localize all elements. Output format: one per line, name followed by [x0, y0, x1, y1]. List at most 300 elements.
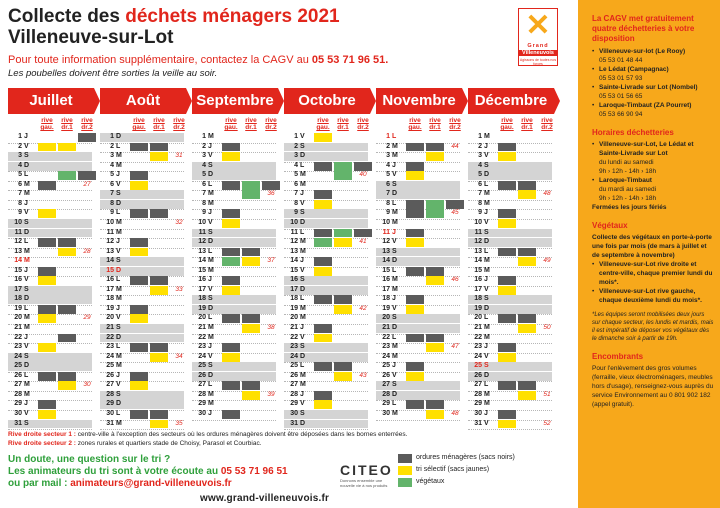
- day-letter: J: [24, 333, 28, 341]
- day-number: 6: [110, 180, 114, 188]
- day-number: 19: [290, 304, 298, 312]
- day-letter: J: [116, 304, 120, 312]
- day-row: [376, 400, 400, 409]
- dech-item: [592, 101, 714, 110]
- day-letter: V: [116, 180, 121, 188]
- week-number: 46: [451, 276, 459, 284]
- sector1-label: Rive droite secteur 1 :: [8, 431, 76, 438]
- day-row: [468, 190, 492, 199]
- week-number: 41: [359, 238, 367, 246]
- day-number: 10: [382, 218, 390, 226]
- day-letter: L: [392, 266, 397, 274]
- tri-block: [38, 143, 56, 152]
- day-row: [8, 190, 32, 199]
- tri-block: [222, 286, 240, 295]
- day-letter: M: [208, 257, 214, 265]
- day-row: [284, 334, 308, 343]
- day-row: [100, 353, 124, 362]
- day-letter: J: [24, 266, 28, 274]
- day-letter: M: [300, 171, 306, 179]
- day-number: 3: [202, 152, 206, 160]
- day-row: [192, 381, 216, 390]
- day-letter: S: [484, 228, 489, 236]
- day-row: [468, 353, 492, 362]
- day-row: [192, 200, 216, 209]
- tri-block: [334, 238, 352, 247]
- day-letter: V: [484, 152, 489, 160]
- day-number: 12: [474, 238, 482, 246]
- title-text: Collecte des: [8, 6, 126, 27]
- ordures-block: [222, 276, 240, 285]
- tri-block: [518, 324, 536, 333]
- day-row: [8, 324, 32, 333]
- day-row: [376, 362, 400, 371]
- day-number: 23: [14, 343, 22, 351]
- day-number: 13: [198, 247, 206, 255]
- day-letter: L: [116, 276, 121, 284]
- day-row: [192, 400, 216, 409]
- tri-block: [58, 248, 76, 257]
- day-row: [8, 209, 32, 218]
- day-row: [376, 343, 400, 352]
- day-letter: D: [484, 371, 490, 379]
- hours2-days: du mardi au samedi: [599, 186, 657, 193]
- day-number: 28: [14, 390, 22, 398]
- day-row: [100, 257, 124, 266]
- ordures-block: [78, 133, 96, 142]
- doubt-line2: Les animateurs du tri sont à votre écoute au: [8, 466, 221, 477]
- day-row: [284, 209, 308, 218]
- day-number: 31: [290, 419, 298, 427]
- day-number: 8: [110, 199, 114, 207]
- day-row: [284, 219, 308, 228]
- day-number: 29: [14, 400, 22, 408]
- week-number: 48: [451, 409, 459, 417]
- row-divider: [8, 429, 92, 430]
- day-number: 1: [386, 133, 390, 140]
- week-number: 47: [451, 343, 459, 351]
- tri-block: [130, 181, 148, 190]
- day-letter: L: [392, 199, 397, 207]
- day-row: [192, 295, 216, 304]
- ordures-block: [406, 143, 424, 152]
- tri-block: [334, 305, 352, 314]
- column-header: rive dr.1: [429, 117, 441, 131]
- day-number: 22: [474, 333, 482, 341]
- ordures-block: [58, 238, 76, 247]
- dech-phone: 05 53 66 90 94: [599, 111, 643, 118]
- vegetaux-block: [334, 171, 352, 180]
- day-number: 26: [382, 371, 390, 379]
- day-number: 22: [14, 333, 22, 341]
- day-row: [468, 362, 492, 371]
- day-row: [284, 286, 308, 295]
- day-letter: M: [116, 352, 122, 360]
- veg-intro: [592, 233, 714, 260]
- ordures-block: [314, 362, 332, 371]
- doubt-phone[interactable]: 05 53 71 96 51: [220, 466, 288, 477]
- day-number: 29: [106, 400, 114, 408]
- city-title: Villeneuve-sur-Lot: [8, 27, 174, 48]
- day-number: 4: [18, 161, 22, 169]
- day-number: 5: [478, 171, 482, 179]
- day-number: 10: [198, 218, 206, 226]
- day-row: [376, 238, 400, 247]
- day-number: 23: [106, 343, 114, 351]
- sector2-note: [8, 440, 262, 447]
- day-number: 26: [474, 371, 482, 379]
- day-letter: M: [300, 238, 306, 246]
- day-row: [100, 219, 124, 228]
- logo-name: Grand: [527, 43, 549, 49]
- day-row: [376, 410, 400, 419]
- day-row: [376, 143, 400, 152]
- day-number: 15: [474, 266, 482, 274]
- day-row: [8, 343, 32, 352]
- week-number: 37: [267, 257, 275, 265]
- day-row: [284, 143, 308, 152]
- day-number: 10: [474, 218, 482, 226]
- row-divider: [192, 420, 276, 421]
- day-number: 27: [290, 381, 298, 389]
- tri-block: [38, 343, 56, 352]
- day-letter: J: [484, 209, 488, 217]
- day-number: 13: [14, 247, 22, 255]
- ordures-block: [406, 267, 424, 276]
- tri-block: [406, 372, 424, 381]
- day-number: 28: [198, 390, 206, 398]
- day-number: 24: [106, 352, 114, 360]
- day-number: 5: [110, 171, 114, 179]
- day-letter: D: [116, 400, 122, 408]
- tri-block: [426, 343, 444, 352]
- day-row: [100, 343, 124, 352]
- ordures-block: [426, 334, 444, 343]
- ordures-block: [150, 343, 168, 352]
- day-row: [192, 133, 216, 142]
- ordures-block: [222, 381, 240, 390]
- day-row: [376, 324, 400, 333]
- vegetaux-block: [242, 181, 260, 190]
- day-number: 26: [198, 371, 206, 379]
- ordures-block: [38, 400, 56, 409]
- ordures-block: [446, 200, 464, 209]
- day-letter: D: [208, 238, 214, 246]
- day-row: [100, 391, 124, 400]
- day-number: 29: [474, 400, 482, 408]
- day-letter: J: [392, 228, 396, 236]
- month-header-novembre: Novembre: [376, 88, 462, 114]
- vegetaux-block: [58, 171, 76, 180]
- day-letter: V: [208, 285, 213, 293]
- day-letter: L: [392, 133, 397, 140]
- ordures-block: [406, 162, 424, 171]
- day-number: 16: [198, 276, 206, 284]
- day-number: 14: [14, 257, 22, 265]
- day-letter: S: [116, 324, 121, 331]
- day-number: 28: [290, 390, 298, 398]
- day-letter: M: [484, 199, 490, 207]
- day-row: [192, 314, 216, 323]
- enc-title: Encombrants: [592, 352, 644, 361]
- day-letter: V: [392, 171, 397, 179]
- day-row: [192, 372, 216, 381]
- ordures-block: [314, 162, 332, 171]
- day-letter: V: [300, 133, 305, 140]
- day-letter: V: [208, 218, 213, 226]
- day-number: 20: [474, 314, 482, 322]
- day-letter: S: [208, 228, 213, 236]
- day-letter: M: [208, 390, 214, 398]
- day-row: [100, 372, 124, 381]
- column-header: rive dr.1: [521, 117, 533, 131]
- day-number: 2: [386, 142, 390, 150]
- day-row: [468, 200, 492, 209]
- day-row: [100, 133, 124, 142]
- day-number: 16: [14, 276, 22, 284]
- day-row: [192, 324, 216, 333]
- day-row: [192, 353, 216, 362]
- month-header-août: Août: [100, 88, 186, 114]
- day-number: 23: [474, 343, 482, 351]
- day-row: [284, 248, 308, 257]
- ordures-block: [58, 305, 76, 314]
- day-row: [8, 381, 32, 390]
- ordures-block: [354, 162, 372, 171]
- day-number: 8: [386, 199, 390, 207]
- day-number: 6: [478, 180, 482, 188]
- doubt-line3: ou par mail :: [8, 478, 71, 489]
- day-row: [192, 209, 216, 218]
- day-letter: D: [484, 304, 490, 312]
- day-number: 21: [14, 324, 22, 331]
- day-row: [284, 295, 308, 304]
- day-row: [376, 381, 400, 390]
- day-number: 7: [110, 190, 114, 198]
- day-letter: M: [116, 295, 122, 303]
- day-row: [100, 143, 124, 152]
- day-number: 19: [474, 304, 482, 312]
- day-number: 29: [382, 400, 390, 408]
- day-letter: M: [208, 199, 214, 207]
- ordures-block: [222, 143, 240, 152]
- day-number: 14: [474, 257, 482, 265]
- ordures-block: [498, 314, 516, 323]
- day-number: 11: [382, 228, 390, 236]
- logo-city: Villeneuvois: [519, 50, 557, 56]
- day-row: [284, 420, 308, 429]
- tri-block: [150, 286, 168, 295]
- day-row: [284, 362, 308, 371]
- day-number: 22: [106, 333, 114, 341]
- day-number: 8: [18, 199, 22, 207]
- day-letter: M: [24, 247, 30, 255]
- day-letter: V: [300, 266, 305, 274]
- day-letter: L: [484, 180, 489, 188]
- day-letter: V: [24, 343, 29, 351]
- day-letter: L: [24, 238, 29, 246]
- day-row: [192, 171, 216, 180]
- column-header: rive gau.: [316, 117, 330, 131]
- day-number: 28: [474, 390, 482, 398]
- day-row: [8, 286, 32, 295]
- day-letter: V: [24, 209, 29, 217]
- day-letter: M: [24, 314, 30, 322]
- day-row: [192, 181, 216, 190]
- day-row: [100, 276, 124, 285]
- day-row: [376, 305, 400, 314]
- day-number: 9: [18, 209, 22, 217]
- day-number: 20: [14, 314, 22, 322]
- tri-block: [38, 209, 56, 218]
- day-letter: V: [208, 152, 213, 160]
- ordures-block: [334, 362, 352, 371]
- ordures-block: [38, 372, 56, 381]
- day-row: [8, 248, 32, 257]
- dech-name: Laroque-Timbaut (ZA Pourret): [599, 102, 692, 109]
- column-header: rive dr.2: [357, 117, 369, 131]
- day-letter: V: [24, 409, 29, 417]
- day-row: [8, 200, 32, 209]
- day-letter: D: [24, 362, 30, 370]
- tri-block: [58, 143, 76, 152]
- day-number: 9: [110, 209, 114, 217]
- day-letter: S: [484, 295, 489, 303]
- day-row: [284, 162, 308, 171]
- tri-block: [242, 324, 260, 333]
- day-letter: D: [208, 304, 214, 312]
- notice-line: Les poubelles doivent être sorties la veille au soir.: [8, 68, 218, 79]
- day-row: [100, 238, 124, 247]
- day-letter: M: [392, 343, 398, 351]
- day-number: 3: [110, 152, 114, 160]
- day-row: [100, 162, 124, 171]
- day-number: 8: [294, 199, 298, 207]
- day-letter: V: [484, 285, 489, 293]
- tri-block: [498, 420, 516, 429]
- day-letter: S: [300, 209, 305, 217]
- day-number: 25: [14, 362, 22, 370]
- ordures-block: [38, 181, 56, 190]
- day-number: 15: [198, 266, 206, 274]
- veg-title: Végétaux: [592, 221, 628, 230]
- day-letter: D: [24, 161, 30, 169]
- day-row: [468, 343, 492, 352]
- day-row: [192, 362, 216, 371]
- day-row: [376, 372, 400, 381]
- day-number: 30: [290, 409, 298, 417]
- day-letter: V: [300, 333, 305, 341]
- day-letter: J: [484, 343, 488, 351]
- day-letter: M: [484, 400, 490, 408]
- day-row: [100, 420, 124, 429]
- day-letter: M: [116, 362, 122, 370]
- doubt-email[interactable]: animateurs@grand-villeneuvois.fr: [70, 478, 232, 489]
- ordures-block: [150, 209, 168, 218]
- day-letter: S: [300, 409, 305, 417]
- day-row: [8, 238, 32, 247]
- tri-block: [58, 381, 76, 390]
- day-letter: M: [484, 133, 490, 140]
- day-letter: M: [116, 419, 122, 427]
- day-number: 19: [106, 304, 114, 312]
- veg-note: *Les équipes seront mobilisées deux jours sur chaque secteur, les lundis et mardis, mais il est impératif de déposer vos végétaux dès le dimanche soir à partir de 19h.: [592, 312, 714, 342]
- day-number: 6: [386, 180, 390, 188]
- day-number: 22: [382, 333, 390, 341]
- hours1-days: du lundi au samedi: [599, 159, 654, 166]
- week-number: 42: [359, 304, 367, 312]
- veg-item: [592, 260, 714, 287]
- veg-intro-text: Collecte des végétaux en porte-à-porte une fois par mois (de mars à juillet et de septembre à novembre): [592, 234, 712, 259]
- day-number: 12: [198, 238, 206, 246]
- day-number: 2: [478, 142, 482, 150]
- week-number: 40: [359, 171, 367, 179]
- ordures-block: [78, 171, 96, 180]
- day-row: [284, 353, 308, 362]
- vegetaux-block: [242, 190, 260, 199]
- day-row: [468, 219, 492, 228]
- day-number: 26: [290, 371, 298, 379]
- day-letter: M: [300, 180, 306, 188]
- day-row: [284, 305, 308, 314]
- month-header-juillet: Juillet: [8, 88, 94, 114]
- day-row: [100, 152, 124, 161]
- ordures-block: [150, 276, 168, 285]
- day-letter: V: [392, 304, 397, 312]
- day-row: [192, 267, 216, 276]
- ordures-block: [130, 143, 148, 152]
- day-number: 10: [14, 218, 22, 226]
- ordures-block: [130, 343, 148, 352]
- day-letter: M: [484, 333, 490, 341]
- website-link[interactable]: www.grand-villeneuvois.fr: [200, 493, 330, 504]
- day-letter: J: [208, 276, 212, 284]
- day-letter: M: [24, 381, 30, 389]
- sector2-label: Rive droite secteur 2 :: [8, 440, 76, 447]
- dech-item: [592, 65, 714, 74]
- day-row: [284, 314, 308, 323]
- day-number: 6: [294, 180, 298, 188]
- day-letter: M: [392, 285, 398, 293]
- day-number: 4: [202, 161, 206, 169]
- day-number: 13: [382, 247, 390, 255]
- page-title: [8, 6, 340, 28]
- week-number: 49: [543, 257, 551, 265]
- day-letter: L: [116, 209, 121, 217]
- day-row: [100, 334, 124, 343]
- day-letter: S: [392, 180, 397, 188]
- info-sidebar: [578, 0, 720, 508]
- day-row: [468, 171, 492, 180]
- day-row: [284, 238, 308, 247]
- day-row: [192, 219, 216, 228]
- tri-block: [38, 276, 56, 285]
- hours-closed-text: Fermées les jours fériés: [592, 204, 667, 211]
- day-number: 11: [198, 228, 206, 236]
- day-row: [192, 152, 216, 161]
- day-number: 31: [14, 419, 22, 427]
- day-row: [100, 267, 124, 276]
- tri-block: [518, 190, 536, 199]
- day-letter: M: [24, 190, 30, 198]
- day-letter: M: [116, 152, 122, 160]
- day-letter: M: [392, 209, 398, 217]
- row-divider: [100, 429, 184, 430]
- day-number: 16: [474, 276, 482, 284]
- day-number: 7: [18, 190, 22, 198]
- day-row: [8, 372, 32, 381]
- logo-slogan: Agissons de toutes nos forces: [519, 58, 557, 66]
